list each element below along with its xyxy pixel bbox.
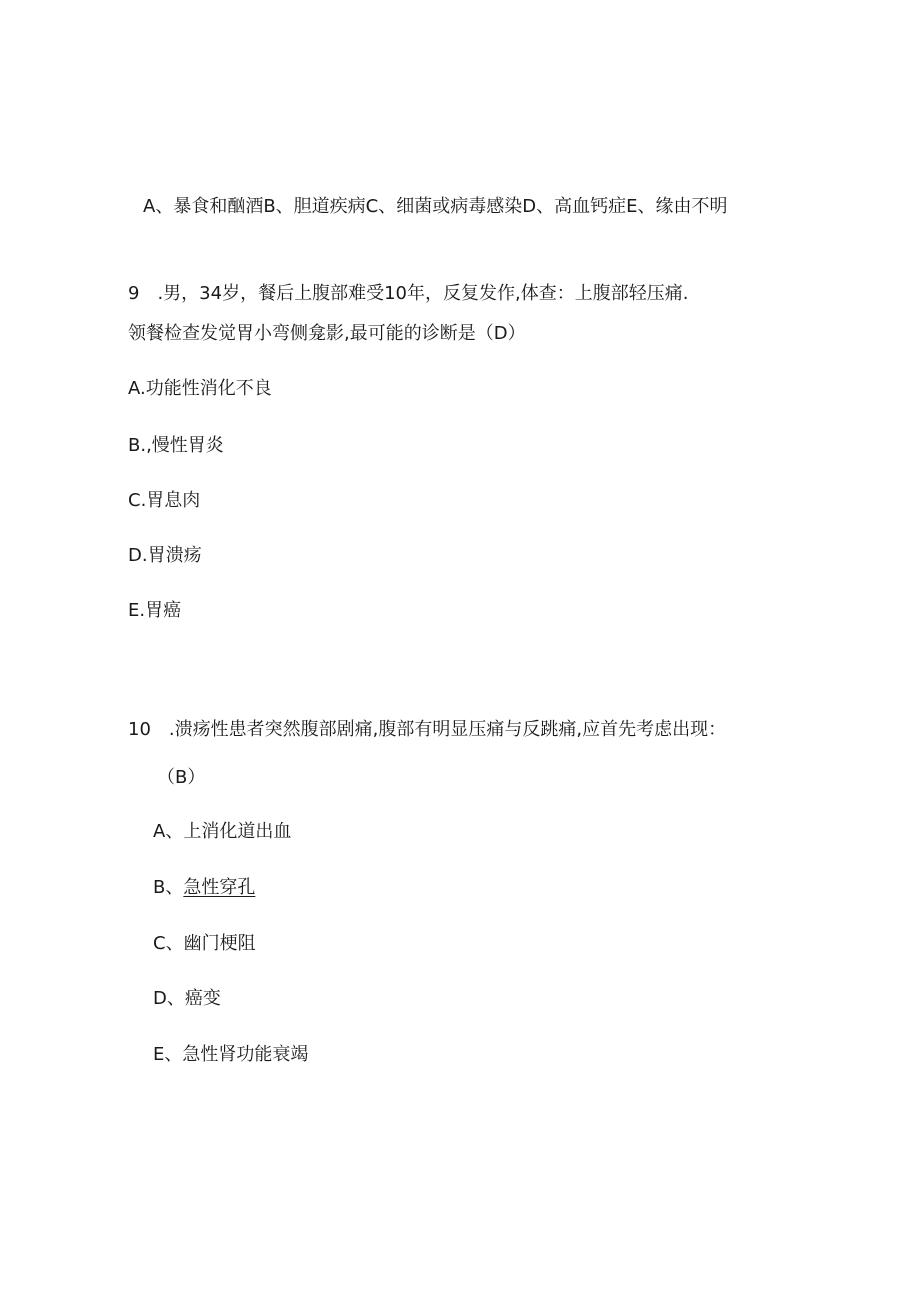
q10-option-d-text: 癌变 (184, 988, 221, 1009)
q9-stem-line2: 领餐检查发觉胃小弯侧龛影,最可能的诊断是（D） (128, 323, 526, 344)
q10-stem-line1: 10 .溃疡性患者突然腹部剧痛,腹部有明显压痛与反跳痛,应首先考虑出现： (128, 719, 727, 740)
q9-option-c: C.胃息肉 (128, 490, 201, 511)
q10-option-e (153, 1043, 308, 1067)
q10-option-a-text: 上消化道出血 (183, 821, 292, 842)
q10-option-b (153, 876, 255, 900)
q9-stem-line1: 9 .男，34岁，餐后上腹部难受10年，反复发作,体查：上腹部轻压痛. (128, 283, 689, 304)
q10-option-c-text: 幽门梗阻 (183, 933, 256, 954)
q9-option-d: D.胃溃疡 (128, 545, 202, 566)
q9-option-a: A.功能性消化不良 (128, 378, 272, 399)
q10-option-a (153, 820, 291, 844)
q10-option-c-prefix: C、 (153, 933, 184, 954)
q10-answer: （B） (157, 767, 206, 788)
q9-option-e: E.胃癌 (128, 600, 182, 621)
q10-option-c (153, 932, 256, 956)
q9-option-b: B.,慢性胃炎 (128, 435, 224, 456)
q10-option-a-prefix: A、 (153, 821, 184, 842)
q8-options-line: A、暴食和酗酒B、胆道疾病C、细菌或病毒感染D、高血钙症E、缘由不明 (143, 196, 728, 217)
q10-option-e-text: 急性肾功能衰竭 (182, 1044, 309, 1065)
q10-option-b-text: 急性穿孔 (183, 877, 256, 898)
q10-option-b-prefix: B、 (153, 877, 184, 898)
q10-option-e-prefix: E、 (153, 1044, 183, 1065)
q10-option-d-prefix: D、 (153, 988, 185, 1009)
q10-option-d (153, 987, 221, 1011)
